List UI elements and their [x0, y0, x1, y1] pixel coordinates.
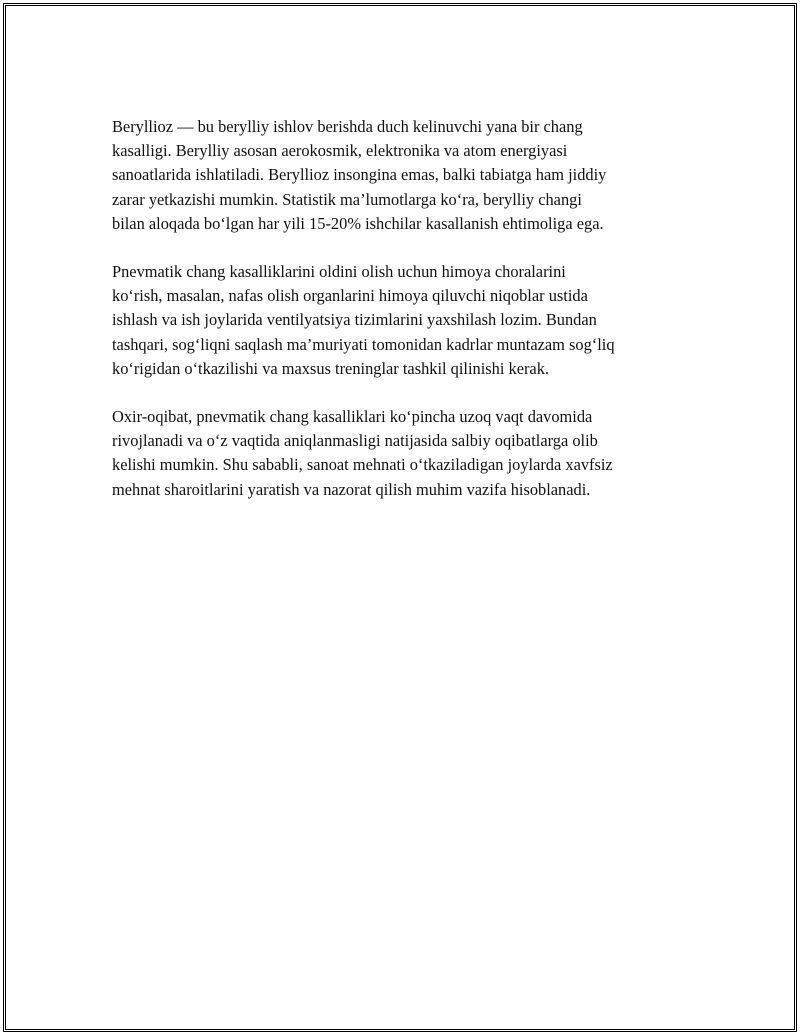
- document-body: [112, 115, 692, 526]
- paragraph-2: Pnevmatik chang kasalliklarini oldini olish uchun himoya choralarini koʻrish, masalan, nafas olish organlarini himoya qiluvchi niqoblar ustida ishlash va ish joylarida ventilyatsiya tizimlarini yaxshilash lozim. Bundan tashqari, sogʻliqni saqlash ma’muriyati tomonidan kadrlar muntazam sogʻliq koʻrigidan oʻtkazilishi va maxsus treninglar tashkil qilinishi kerak.: [112, 262, 615, 378]
- paragraph-3: Oxir-oqibat, pnevmatik chang kasalliklari koʻpincha uzoq vaqt davomida rivojlanadi va oʻz vaqtida aniqlanmasligi natijasida salbiy oqibatlarga olib kelishi mumkin. Shu sababli, sanoat mehnati oʻtkaziladigan joylarda xavfsiz mehnat sharoitlarini yaratish va nazorat qilish muhim vazifa hisoblanadi.: [112, 407, 613, 499]
- paragraph-1: Berylliоz — bu berylliy ishlov berishda duch kelinuvchi yana bir chang kasalligi. Berylliy asosan aerokosmik, elektronika va atom energiyasi sanoatlarida ishlatiladi. Berylliоz insongina emas, balki tabiatga ham jiddiy zarar yetkazishi mumkin. Statistik ma’lumotlarga koʻra, berylliy changi bilan aloqada boʻlgan har yili 15-20% ishchilar kasallanish ehtimoliga ega.: [112, 117, 607, 233]
